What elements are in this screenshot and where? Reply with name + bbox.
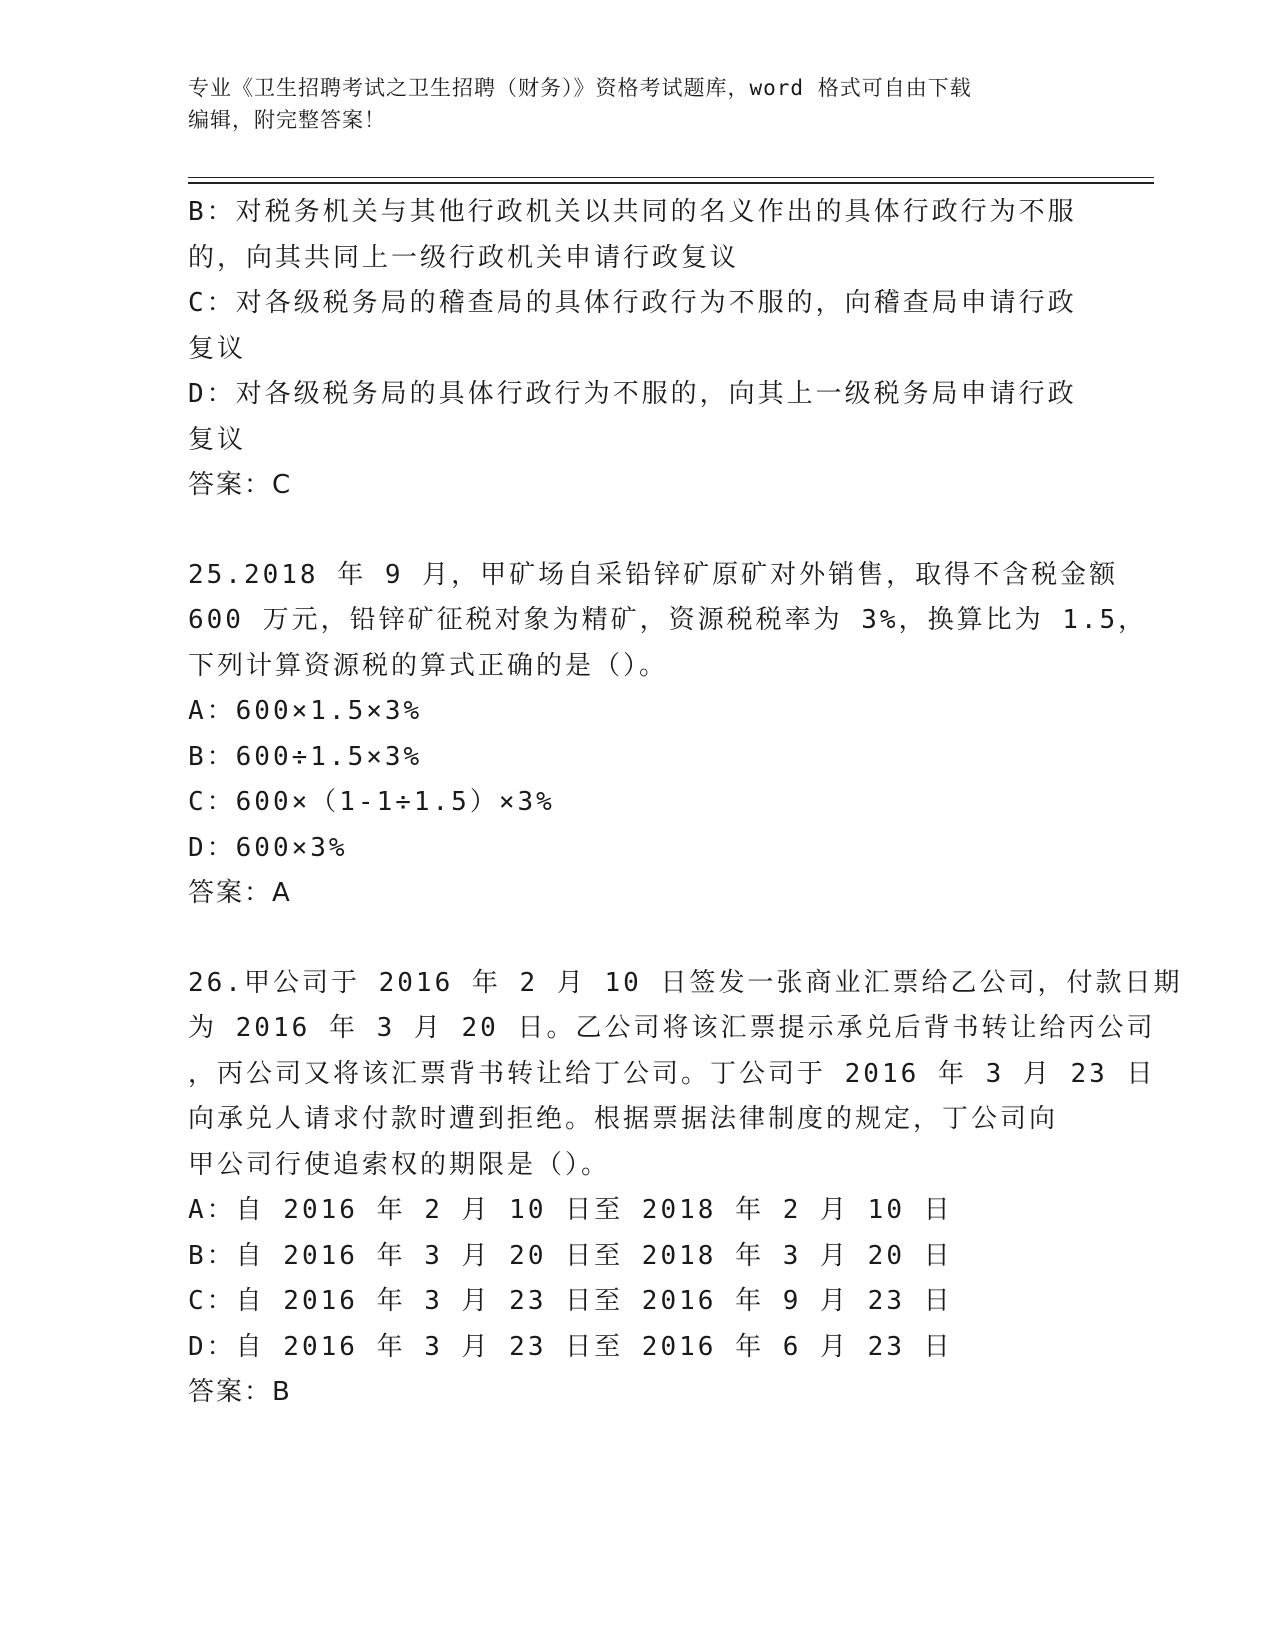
header-line-1: 专业《卫生招聘考试之卫生招聘（财务）》资格考试题库，word 格式可自由下载 <box>188 76 972 100</box>
document-body <box>188 190 1183 1416</box>
option-a: A：600×1.5×3% <box>188 696 423 726</box>
question-stem-line: 下列计算资源税的算式正确的是（）。 <box>188 650 669 681</box>
option-d: D：600×3% <box>188 832 348 863</box>
option-line: D：对各级税务局的具体行政行为不服的，向其上一级税务局申请行政 <box>188 379 1077 409</box>
option-b: B：自 2016 年 3 月 20 日至 2018 年 3 月 20 日 <box>188 1240 953 1271</box>
question-stem-line: 600 万元，铅锌矿征税对象为精矿，资源税税率为 3%，换算比为 1.5， <box>188 605 1148 635</box>
spacer <box>188 509 1088 553</box>
option-a: A：自 2016 年 2 月 10 日至 2018 年 2 月 10 日 <box>188 1195 953 1225</box>
question-stem-line: 向承兑人请求付款时遭到拒绝。根据票据法律制度的规定，丁公司向 <box>188 1104 1059 1134</box>
option-c: C：自 2016 年 3 月 23 日至 2016 年 9 月 23 日 <box>188 1286 953 1316</box>
header-rule-thin <box>188 177 1154 178</box>
document-header <box>188 72 1088 136</box>
answer-line: 答案：C <box>188 470 293 500</box>
option-c <box>188 281 1088 372</box>
option-c: C：600×（1-1÷1.5）×3% <box>188 787 555 817</box>
question-stem-line: 为 2016 年 3 月 20 日。乙公司将该汇票提示承兑后背书转让给丙公司 <box>188 1013 1156 1043</box>
question-stem-line: 25.2018 年 9 月，甲矿场自采铅锌矿原矿对外销售，取得不含税金额 <box>188 559 1119 590</box>
option-d: D：自 2016 年 3 月 23 日至 2016 年 6 月 23 日 <box>188 1331 953 1362</box>
option-b <box>188 190 1088 281</box>
option-line: 复议 <box>188 424 247 455</box>
question-25 <box>188 553 1148 917</box>
option-line: C：对各级税务局的稽查局的具体行政行为不服的，向稽查局申请行政 <box>188 288 1077 318</box>
question-stem-line: 26.甲公司于 2016 年 2 月 10 日签发一张商业汇票给乙公司，付款日期 <box>188 967 1183 998</box>
question-24-tail <box>188 190 1088 509</box>
spacer <box>188 917 1088 961</box>
option-b: B：600÷1.5×3% <box>188 741 423 772</box>
header-line-2: 编辑，附完整答案！ <box>188 108 386 132</box>
question-stem-line: ，丙公司又将该汇票背书转让给丁公司。丁公司于 2016 年 3 月 23 日 <box>188 1058 1156 1089</box>
option-line: B：对税务机关与其他行政机关以共同的名义作出的具体行政行为不服 <box>188 197 1077 227</box>
option-line: 复议 <box>188 333 247 364</box>
answer-line: 答案：B <box>188 1377 292 1407</box>
option-d <box>188 372 1088 463</box>
answer-line: 答案：A <box>188 878 292 908</box>
question-26 <box>188 961 1183 1416</box>
option-line: 的，向其共同上一级行政机关申请行政复议 <box>188 242 740 273</box>
question-stem-line: 甲公司行使追索权的期限是（）。 <box>188 1149 611 1180</box>
header-rule-thick <box>188 182 1154 184</box>
